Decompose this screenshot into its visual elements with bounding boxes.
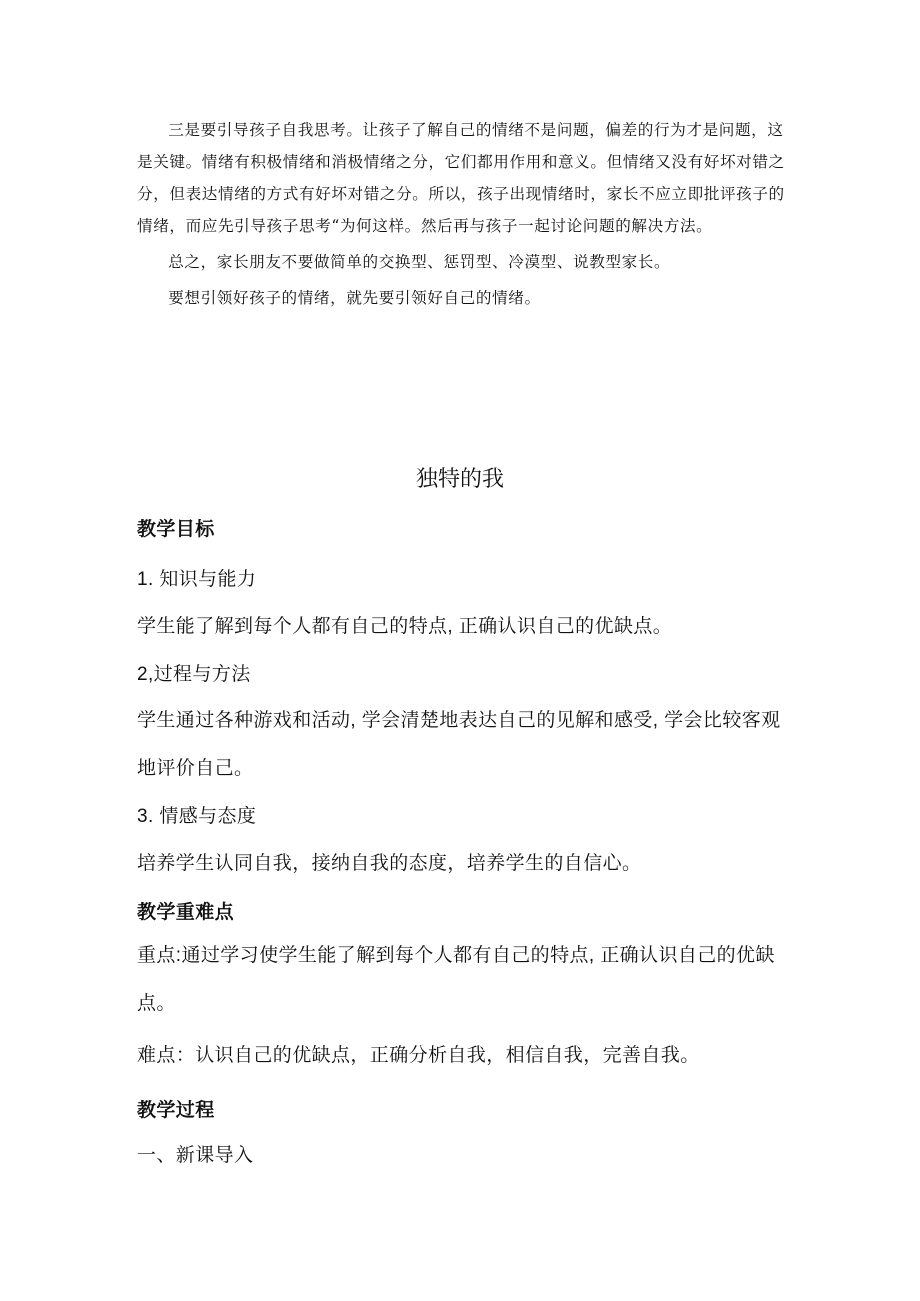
intro-paragraph-2: 总之，家长朋友不要做简单的交换型、惩罚型、冷漠型、说教型家长。 [168,253,671,271]
keypoint-text: 重点:通过学习使学生能了解到每个人都有自己的特点, 正确认识自己的优缺点。 [137,945,775,1014]
goals-heading: 教学目标 [137,519,215,540]
goal3-heading: 3. 情感与态度 [137,806,257,827]
difficulty-text: 难点：认识自己的优缺点，正确分析自我，相信自我，完善自我。 [137,1045,700,1066]
intro-section [137,114,787,314]
goal2-heading: 2,过程与方法 [137,664,251,685]
goal2-text: 学生通过各种游戏和活动, 学会清楚地表达自己的见解和感受, 学会比较客观地评价自己。 [137,710,781,779]
step1-heading: 一、新课导入 [137,1145,254,1166]
keypoints-heading: 教学重难点 [137,902,235,923]
goal1-text: 学生能了解到每个人都有自己的特点, 正确认识自己的优缺点。 [137,616,673,637]
intro-paragraph-1: 三是要引导孩子自我思考。让孩子了解自己的情绪不是问题，偏差的行为才是问题，这是关键。情绪有积极情绪和消极情绪之分，它们都用作用和意义。但情绪又没有好坏对错之分，但表达情绪的方式有好坏对错之分。所以，孩子出现情绪时，家长不应立即批评孩子的情绪，而应先引导孩子思考“为何这样。然后再与孩子一起讨论问题的解决方法。 [137,121,785,235]
process-heading: 教学过程 [137,1100,215,1121]
intro-paragraph-3: 要想引领好孩子的情绪，就先要引领好自己的情绪。 [168,289,541,307]
goal3-text: 培养学生认同自我，接纳自我的态度，培养学生的自信心。 [137,853,642,874]
lesson-title: 独特的我 [415,466,504,491]
goal1-heading: 1. 知识与能力 [137,569,257,590]
